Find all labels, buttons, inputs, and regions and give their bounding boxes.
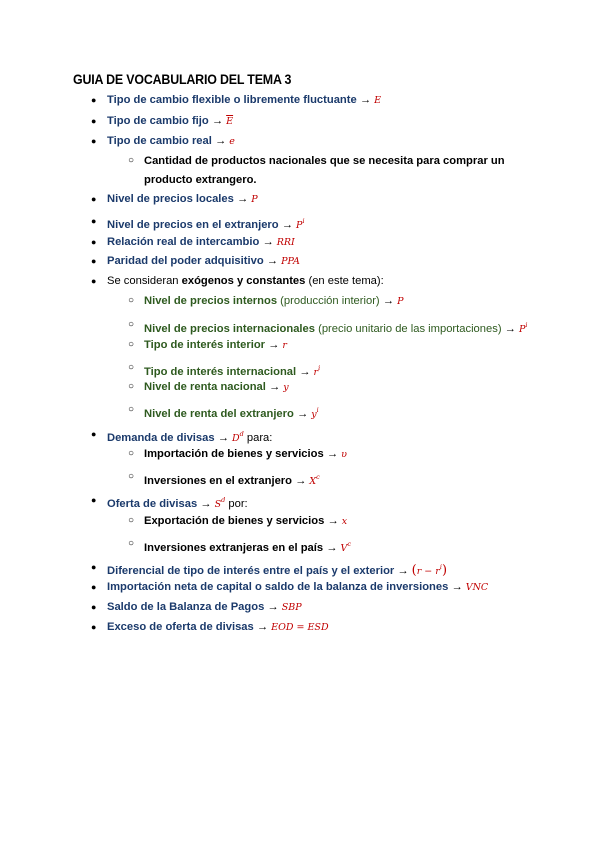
arrow: → [281,219,293,231]
list-item [91,580,489,595]
term-symbol: PPA [281,256,300,267]
list-item [91,114,234,129]
bullet: ● [91,495,97,505]
arrow: → [397,565,409,577]
arrow: → [268,381,281,393]
definition-continuation [144,173,257,187]
list-item: ● Diferencial de tipo de interés entre el país y el exterior → $(r - r^i)$ [91,562,448,578]
arrow: → [214,135,227,147]
term-label: Demanda de divisas [107,432,215,444]
bullet: ● [91,194,97,204]
term-label: Oferta de divisas [107,498,198,510]
term-symbol: P [397,296,404,307]
list-item [91,134,235,149]
sub-list-item [128,403,319,422]
term-label: Relación real de intercambio [107,236,260,248]
term-symbol: $V^c$ [340,540,352,554]
arrow: → [327,515,339,527]
term-label: Nivel de precios internacionales [144,323,315,335]
term-symbol: SBP [281,602,302,613]
term-symbol: E [374,95,382,106]
term-label: Tipo de interés internacional [144,366,297,378]
sub-bullet: ○ [128,404,135,415]
arrow: → [295,475,307,487]
term-symbol: P [251,194,258,205]
term-symbol: $P^i$ [296,217,305,231]
term-label: Inversiones en el extranjero [144,475,292,487]
arrow: → [359,94,371,106]
sub-bullet: ○ [128,538,135,549]
arrow: → [262,236,274,248]
term-symbol: RRI [276,237,295,248]
sub-bullet: ○ [128,448,135,459]
arrow: → [268,339,280,351]
bullet: ● [91,136,97,146]
bullet: ● [91,429,97,439]
sub-bullet: ○ [128,471,135,482]
list-item [91,600,302,615]
list-item [91,192,258,207]
sub-bullet: ○ [128,381,135,392]
sub-bullet: ○ [128,339,135,350]
term-label: Nivel de precios locales [107,193,234,205]
arrow: → [326,542,338,554]
definition-text: producto extrangero. [144,174,257,186]
bullet: ● [91,602,97,612]
list-item: ● Oferta de divisas → $S^d$ por: [91,495,248,510]
term-label: Saldo de la Balanza de Pagos [107,601,265,613]
page-title: GUIA DE VOCABULARIO DEL TEMA 3 [73,72,292,87]
bullet: ● [91,237,97,247]
term-label: Tipo de interés interior [144,339,266,351]
list-item [91,620,329,635]
term-label: Importación neta de capital o saldo de la balanza de inversiones [107,581,449,593]
arrow: → [266,255,278,267]
term-symbol: $S^d$ [214,496,226,510]
arrow: → [256,621,269,633]
term-label: Importación de bienes y servicios [144,448,324,460]
term-label: Nivel de renta del extranjero [144,408,294,420]
list-item [91,93,382,108]
bullet: ● [91,216,97,226]
list-item [91,235,295,250]
term-label: Tipo de cambio real [107,135,212,147]
term-symbol: $P^i$ [518,321,528,335]
term-symbol: EOD = ESD [271,622,329,633]
arrow: → [326,448,338,460]
arrow: → [504,323,516,335]
sub-list-item: ○ Nivel de precios internos (producción interior) → P [128,295,404,307]
term-label: Nivel de precios en el extranjero [107,219,279,231]
sub-bullet: ○ [128,295,135,306]
sub-bullet: ○ [128,319,135,330]
list-item: ● Se consideran exógenos y constantes (en este tema): [91,275,384,287]
emphasis-text: exógenos y constantes [181,275,306,287]
term-symbol: $r - r^i$ [416,563,442,577]
sub-list-item [128,380,289,395]
arrow: → [217,432,229,444]
arrow: → [382,295,394,307]
bullet: ● [91,116,97,126]
sub-bullet: ○ [128,515,135,526]
arrow: → [200,498,212,510]
bullet: ● [91,622,97,632]
list-item: ● Demanda de divisas → $D^d$ para: [91,429,273,444]
term-symbol: x [341,516,348,527]
list-item [91,254,300,269]
arrow: → [296,408,309,420]
bullet: ● [91,95,97,105]
term-label: Nivel de precios internos [144,295,278,307]
term-symbol: VNC [465,582,489,593]
term-symbol: $y^i$ [311,406,319,420]
sub-list-item [128,154,505,168]
bullet: ● [91,276,97,286]
term-symbol: e [229,136,235,147]
bullet: ● [91,562,97,572]
term-symbol: $\overline{E}$ [226,116,234,127]
term-label: Paridad del poder adquisitivo [107,255,264,267]
definition-text: Cantidad de productos nacionales que se necesita para comprar un [144,155,505,167]
term-symbol: $r^i$ [313,364,321,378]
term-symbol: $X^c$ [309,473,320,487]
arrow: → [267,601,279,613]
term-symbol: r [282,340,287,351]
arrow: → [299,366,311,378]
term-label: Inversiones extranjeras en el país [144,542,324,554]
term-label: Exceso de oferta de divisas [107,621,254,633]
term-symbol: y [283,382,289,393]
term-symbol: $D^d$ [231,430,244,444]
term-symbol: υ [341,449,347,460]
sub-list-item [128,361,321,380]
sub-list-item [128,447,347,462]
arrow: → [451,581,463,593]
bullet: ● [91,582,97,592]
list-item [91,214,305,233]
term-label: Nivel de renta nacional [144,381,266,393]
sub-list-item [128,338,287,353]
term-label: Tipo de cambio flexible o libremente fluctuante [107,94,357,106]
sub-list-item [128,537,352,556]
arrow: → [236,193,249,205]
term-label: Diferencial de tipo de interés entre el país y el exterior [107,565,395,577]
bullet: ● [91,256,97,266]
sub-list-item [128,470,320,489]
term-label: Tipo de cambio fijo [107,115,209,127]
sub-bullet: ○ [128,362,135,373]
term-label: Exportación de bienes y servicios [144,515,325,527]
sub-list-item: ○ Nivel de precios internacionales (precio unitario de las importaciones) → $P^i$ [128,319,528,335]
arrow: → [211,115,224,127]
sub-bullet: ○ [128,155,135,166]
sub-list-item [128,514,348,529]
